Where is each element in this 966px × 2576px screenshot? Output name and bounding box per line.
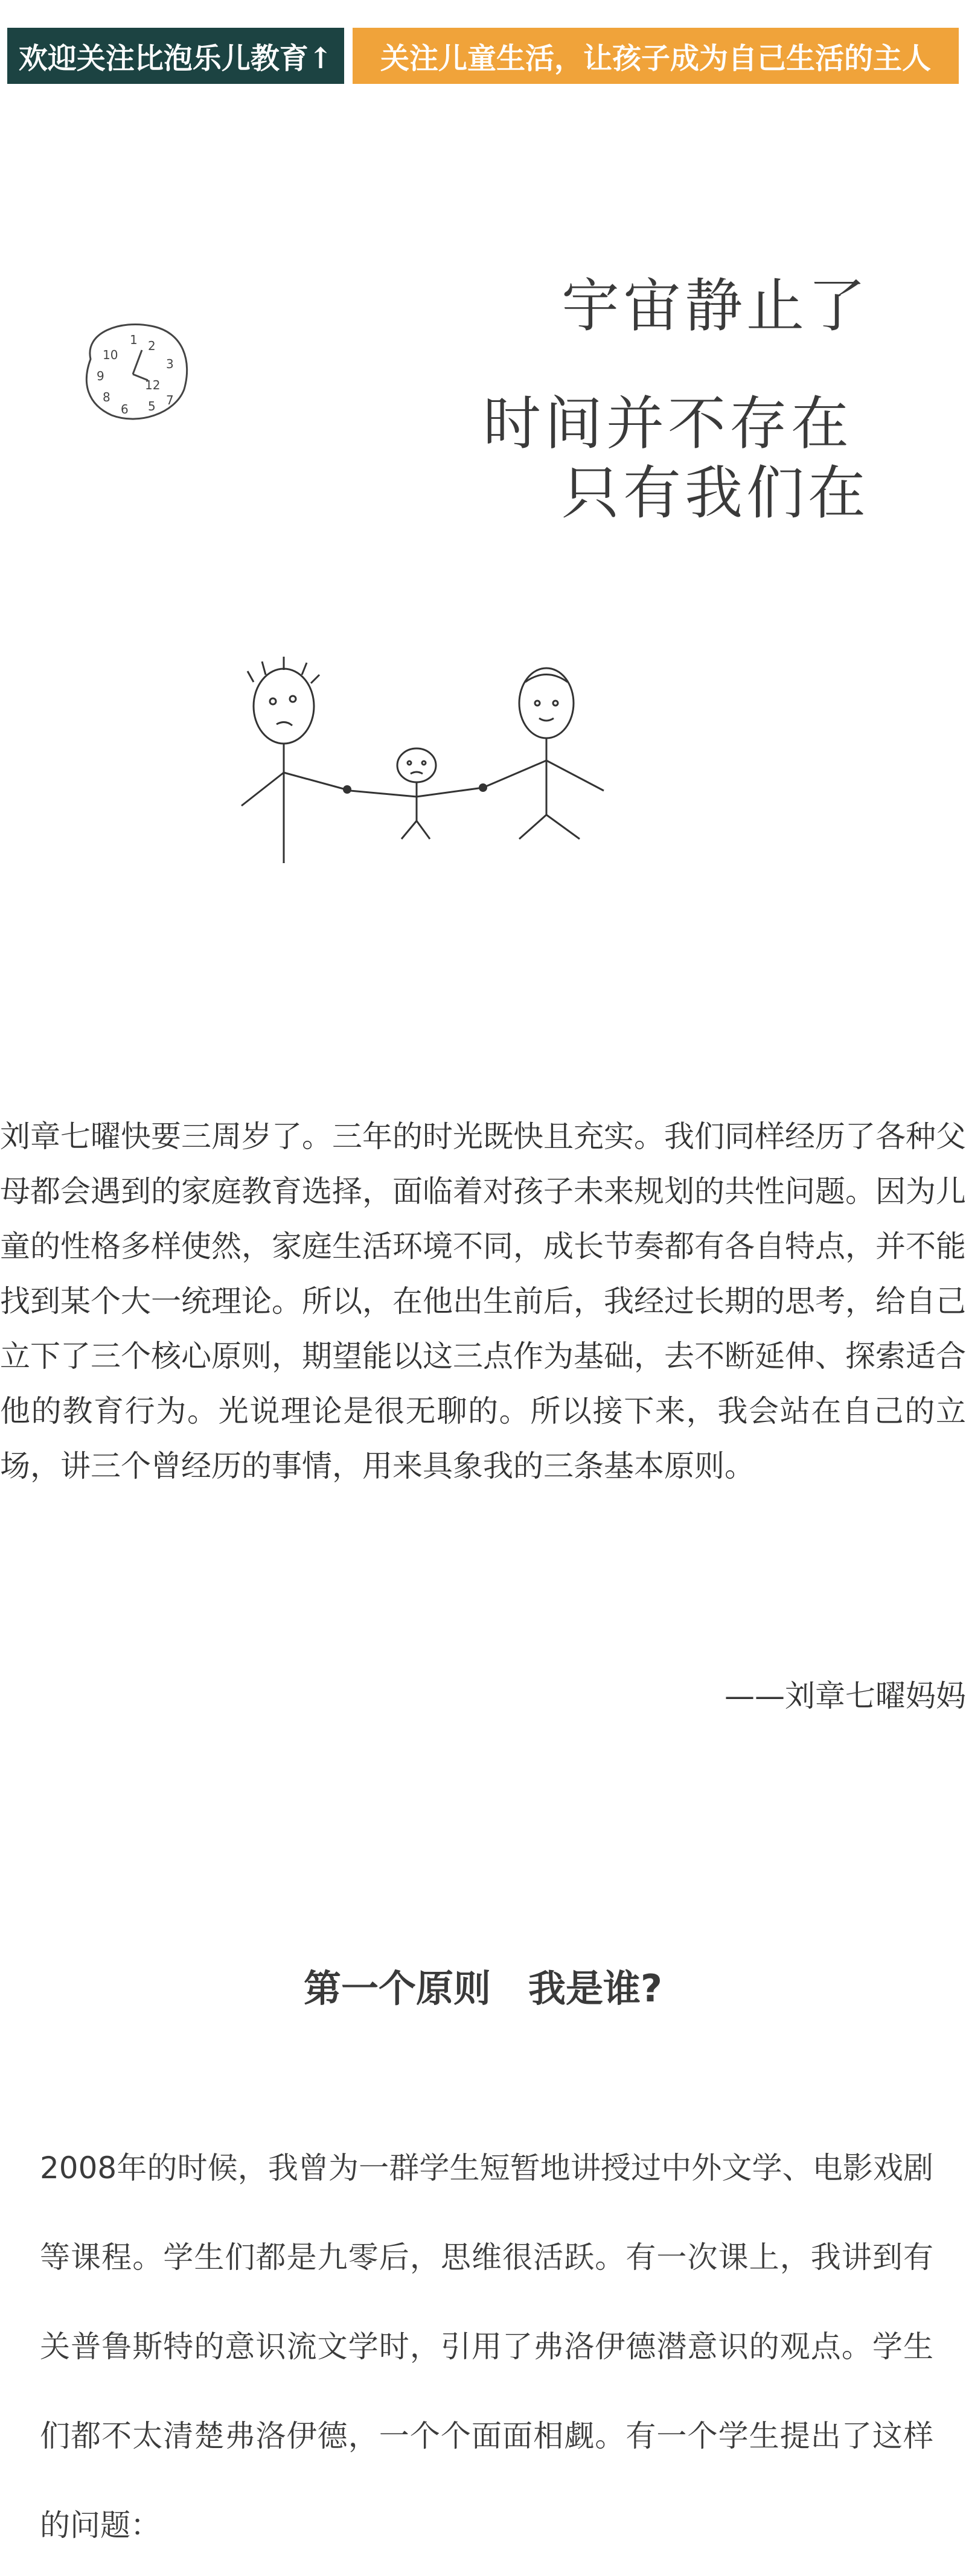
banner-slogan: 关注儿童生活，让孩子成为自己生活的主人 [353,28,959,84]
banner-follow-label[interactable]: 欢迎关注比泡乐儿教育↑ [7,28,344,84]
clock-number: 3 [166,357,174,371]
section-paragraph: 2008年的时候，我曾为一群学生短暂地讲授过中外文学、电影戏剧等课程。学生们都是九零后，思维很活跃。有一次课上，我讲到有关普鲁斯特的意识流文学时，引用了弗洛伊德潜意识的观点。学生们都不太清楚弗洛伊德，一个个面面相觑。有一个学生提出了这样的问题： [40,2150,933,2543]
intro-paragraph: 刘章七曜快要三周岁了。三年的时光既快且充实。我们同样经历了各种父母都会遇到的家庭教育选择，面临着对孩子未来规划的共性问题。因为儿童的性格多样使然，家庭生活环境不同，成长节奏都有各自特点，并不能找到某个大一统理论。所以，在他出生前后，我经过长期的思考，给自己立下了三个核心原则，期望能以这三点作为基础，去不断延伸、探索适合他的教育行为。光说理论是很无聊的。所以接下来，我会站在自己的立场，讲三个曾经历的事情，用来具象我的三条基本原则。 [0,1119,966,1484]
handwritten-line-1: 宇宙静止了 [561,272,869,340]
child-drawing-image [0,260,966,863]
clock-number: 7 [166,393,174,407]
clock-number: 6 [121,402,129,416]
clock-number: 12 [145,378,161,392]
intro-signature: ——刘章七曜妈妈 [724,1679,966,1714]
clock-number: 2 [148,339,156,353]
banner-gap [344,28,353,84]
handwritten-line-3: 只有我们在 [561,459,869,527]
stick-family-doodle [242,657,604,863]
handwritten-line-2: 时间并不存在 [483,390,852,457]
top-banner [7,28,959,84]
clock-number: 1 [130,333,138,347]
clock-number: 9 [97,369,104,383]
section-title: 第一个原则 我是谁? [304,1966,662,2010]
clock-number: 10 [103,348,118,362]
clock-number: 5 [148,399,156,413]
clock-number: 8 [103,390,110,404]
